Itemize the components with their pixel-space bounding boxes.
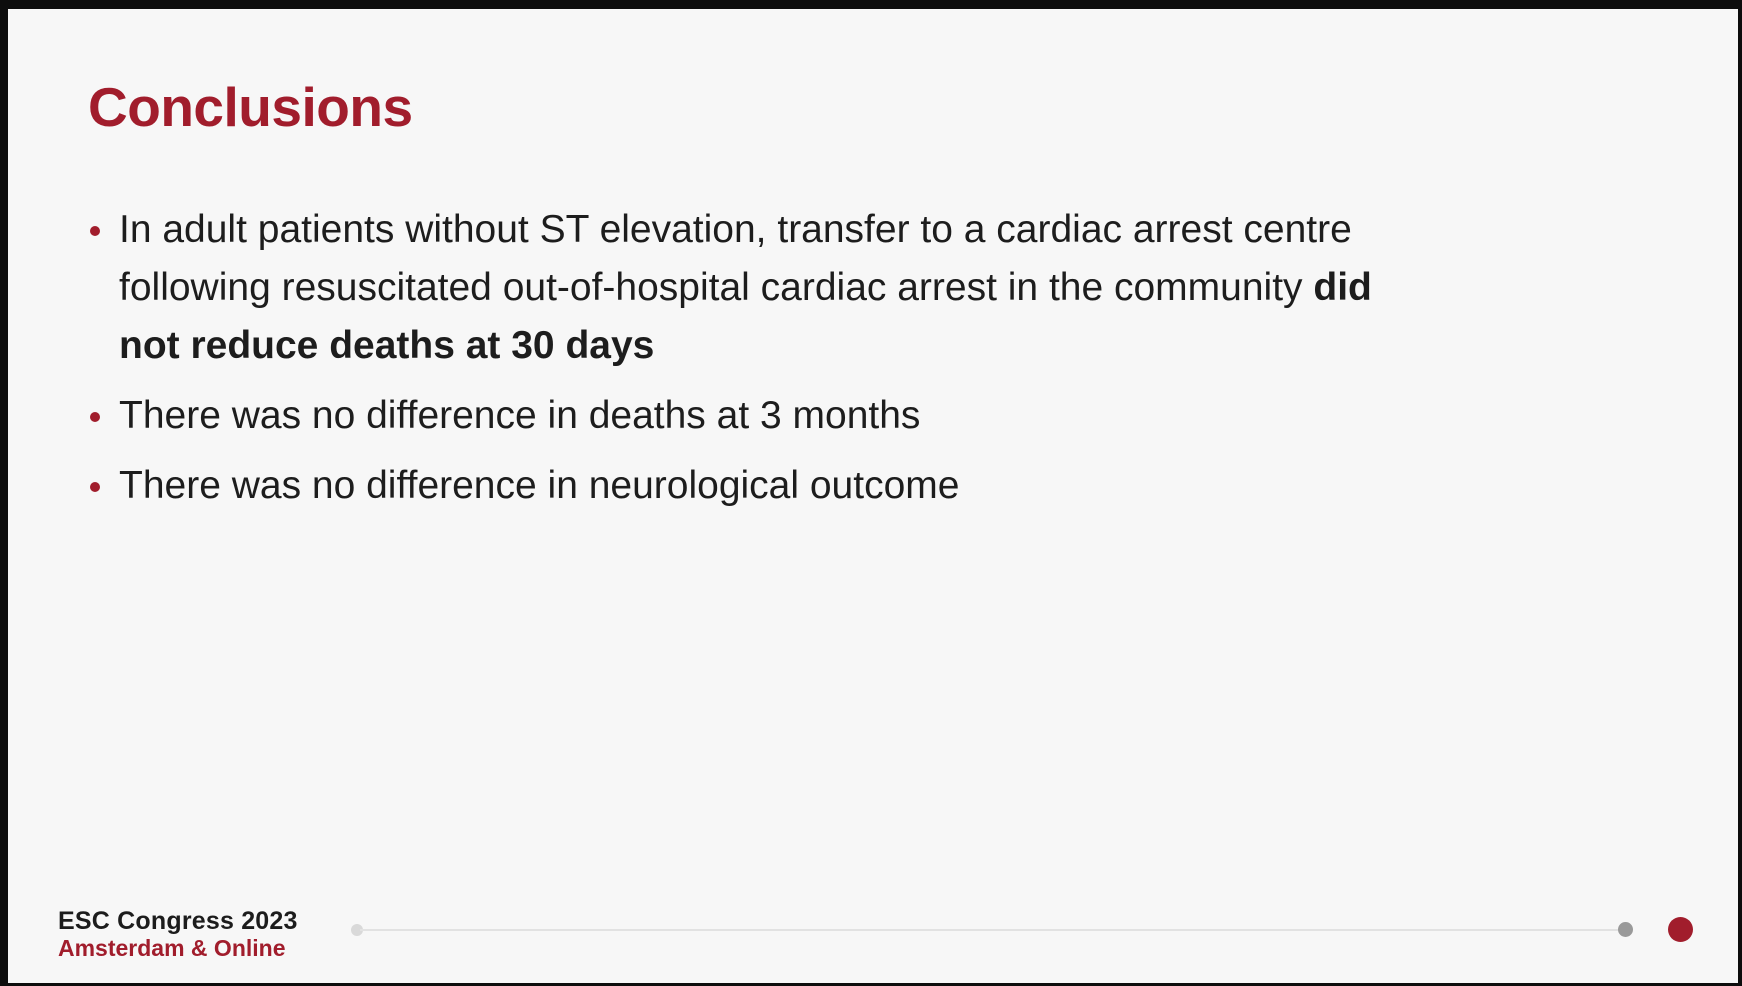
progress-line <box>360 929 1618 931</box>
bullet-item <box>86 457 1426 515</box>
bullet-item <box>86 387 1426 445</box>
footer-location: Amsterdam & Online <box>58 935 286 961</box>
presentation-slide <box>8 9 1738 983</box>
bullet-text: There was no difference in deaths at 3 months <box>119 394 921 437</box>
bullet-item <box>86 201 1426 375</box>
progress-red-dot-icon <box>1668 917 1693 942</box>
bullet-emphasis: did not reduce deaths at 30 days <box>119 266 1372 367</box>
progress-gray-dot-icon <box>1618 922 1633 937</box>
footer-event-name: ESC Congress 2023 <box>58 907 298 935</box>
bullet-list <box>86 201 1426 527</box>
bullet-text: There was no difference in neurological outcome <box>119 464 960 507</box>
bullet-text: In adult patients without ST elevation, transfer to a cardiac arrest centre following resuscitated out-of-hospital cardiac arrest in the community <box>119 208 1352 309</box>
bullet-dot-icon <box>90 226 100 236</box>
bullet-dot-icon <box>90 412 100 422</box>
bullet-dot-icon <box>90 482 100 492</box>
slide-title: Conclusions <box>88 76 413 138</box>
